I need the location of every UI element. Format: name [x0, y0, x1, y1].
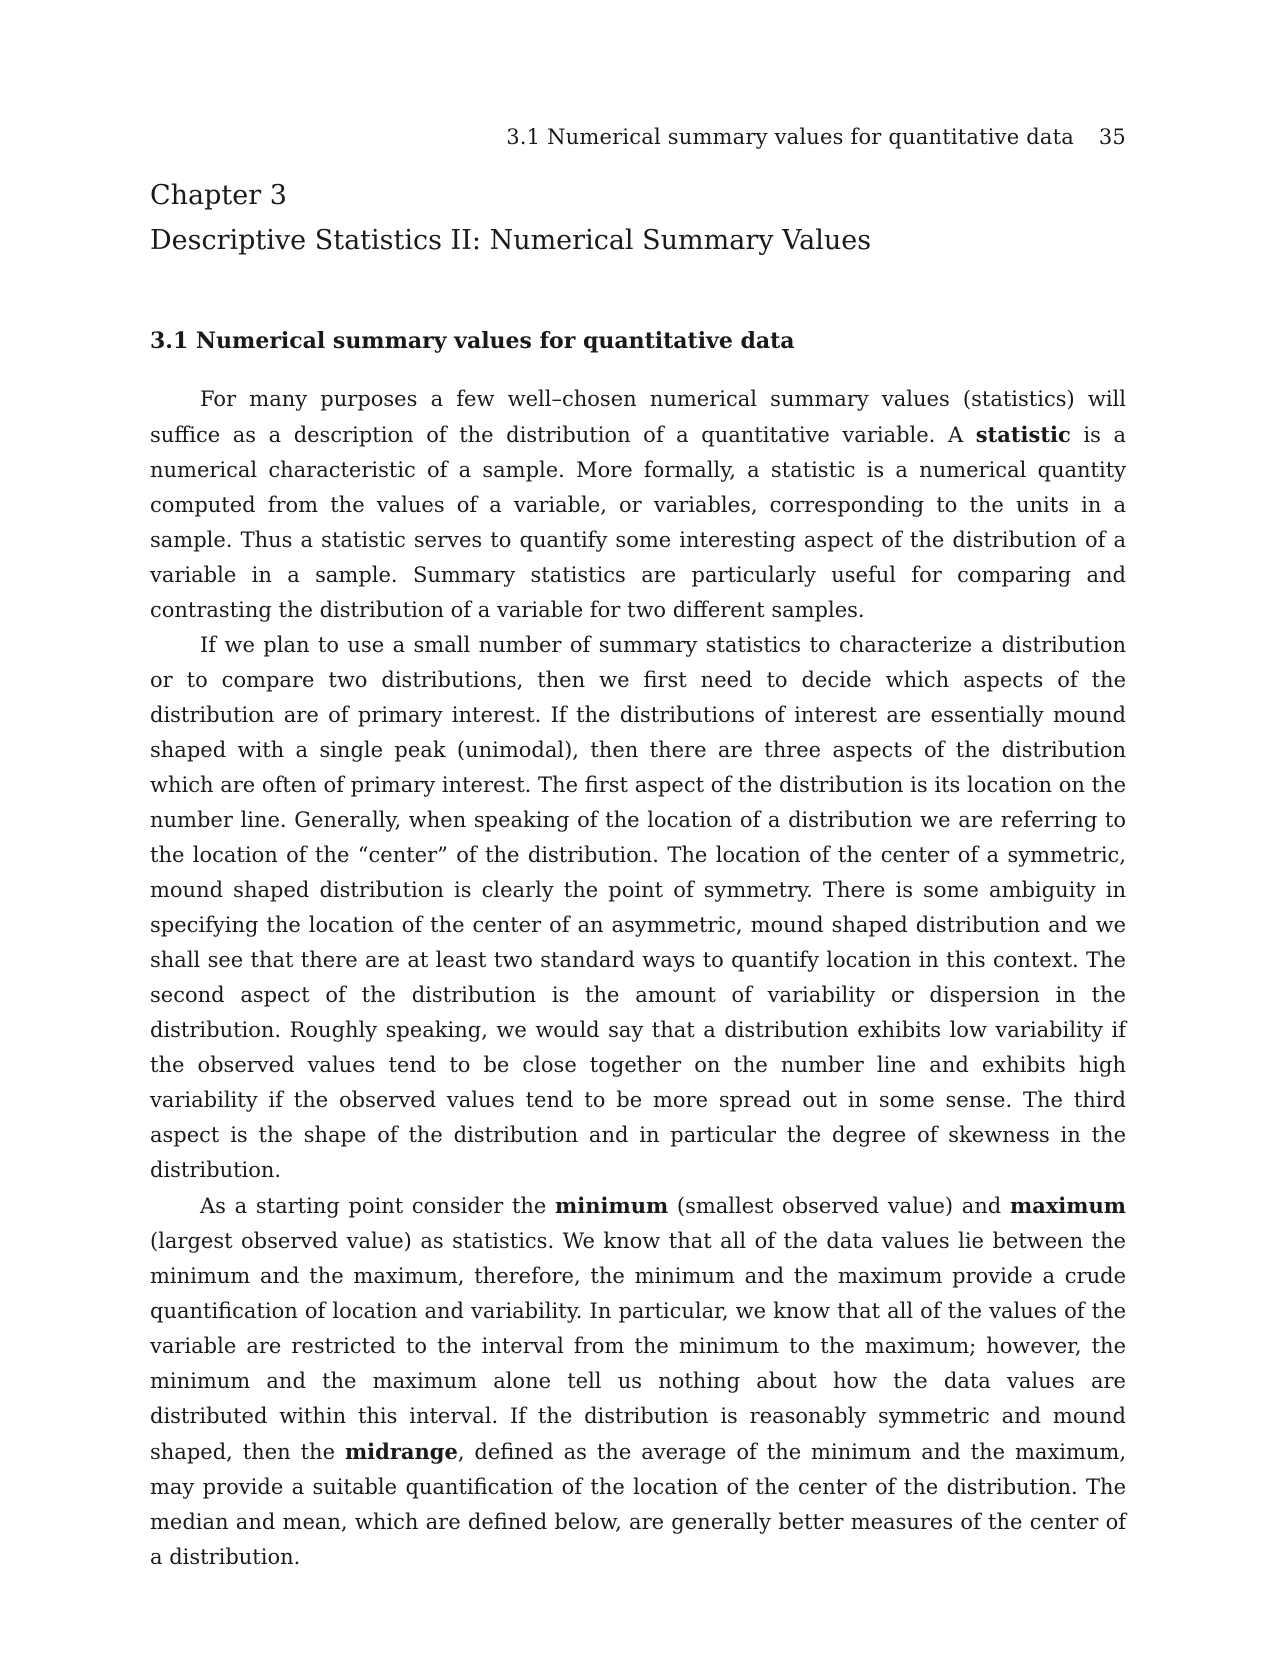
page-number: 35	[1098, 125, 1126, 149]
chapter-label: Chapter 3	[150, 180, 287, 211]
term-maximum: maximum	[1009, 1193, 1126, 1218]
paragraph-2: If we plan to use a small number of summary statistics to characterize a distribution or to compare two distributions, then we first need to decide which aspects of the distribution are of primary interest. If the distributions of interest are essentially mound shaped with a single peak (unimodal), then there are three aspects of the distribution which are often of primary interest. The first aspect of the distribution is its location on the number line. Generally, when speaking of the location of a distribution we are referring to the location of the “center” of the distribution. The location of the center of a symmetric, mound shaped distribution is clearly the point of symmetry. There is some ambiguity in specifying the location of the center of an asymmetric, mound shaped distribution and we shall see that there are at least two standard ways to quantify location in this context. The second aspect of the distribution is the amount of variability or dispersion in the distribution. Roughly speaking, we would say that a distribution exhibits low variability if the observed values tend to be close together on the number line and exhibits high variability if the observed values tend to be more spread out in some sense. The third aspect is the shape of the distribution and in particular the degree of skewness in the distribution.	[150, 633, 1126, 1182]
paragraph-3: As a starting point consider the minimum (smallest observed value) and maximum (largest observed value) as statistics. We know that all of the data values lie between the minimum and the maximum, therefore, the minimum and the maximum provide a crude quantification of location and variability. In particular, we know that all of the values of the variable are restricted to the interval from the minimum to the maximum; however, the minimum and the maximum alone tell us nothing about how the data values are distributed within this interval. If the distribution is reasonably symmetric and mound shaped, then the midrange, defined as the average of the minimum and the maximum, may provide a suitable quantification of the location of the center of the distribution. The median and mean, which are defined below, are generally better measures of the center of a distribution.	[150, 1193, 1126, 1569]
chapter-title: Descriptive Statistics II: Numerical Summary Values	[150, 225, 872, 256]
running-title: 3.1 Numerical summary values for quantitative data	[506, 125, 1074, 149]
term-midrange: midrange	[344, 1439, 458, 1464]
term-statistic: statistic	[975, 422, 1071, 447]
section-heading: 3.1 Numerical summary values for quantitative data	[150, 328, 795, 354]
paragraph-1: For many purposes a few well–chosen numerical summary values (statistics) will suffice as a description of the distribution of a quantitative variable. A statistic is a numerical characteristic of a sample. More formally, a statistic is a numerical quantity computed from the values of a variable, or variables, corresponding to the units in a sample. Thus a statistic serves to quantify some interesting aspect of the distribution of a variable in a sample. Summary statistics are particularly useful for comparing and contrasting the distribution of a variable for two different samples.	[150, 387, 1126, 622]
term-minimum: minimum	[555, 1193, 669, 1218]
body-text	[150, 382, 1126, 1575]
running-header	[506, 125, 1126, 149]
document-page	[150, 0, 1126, 1656]
